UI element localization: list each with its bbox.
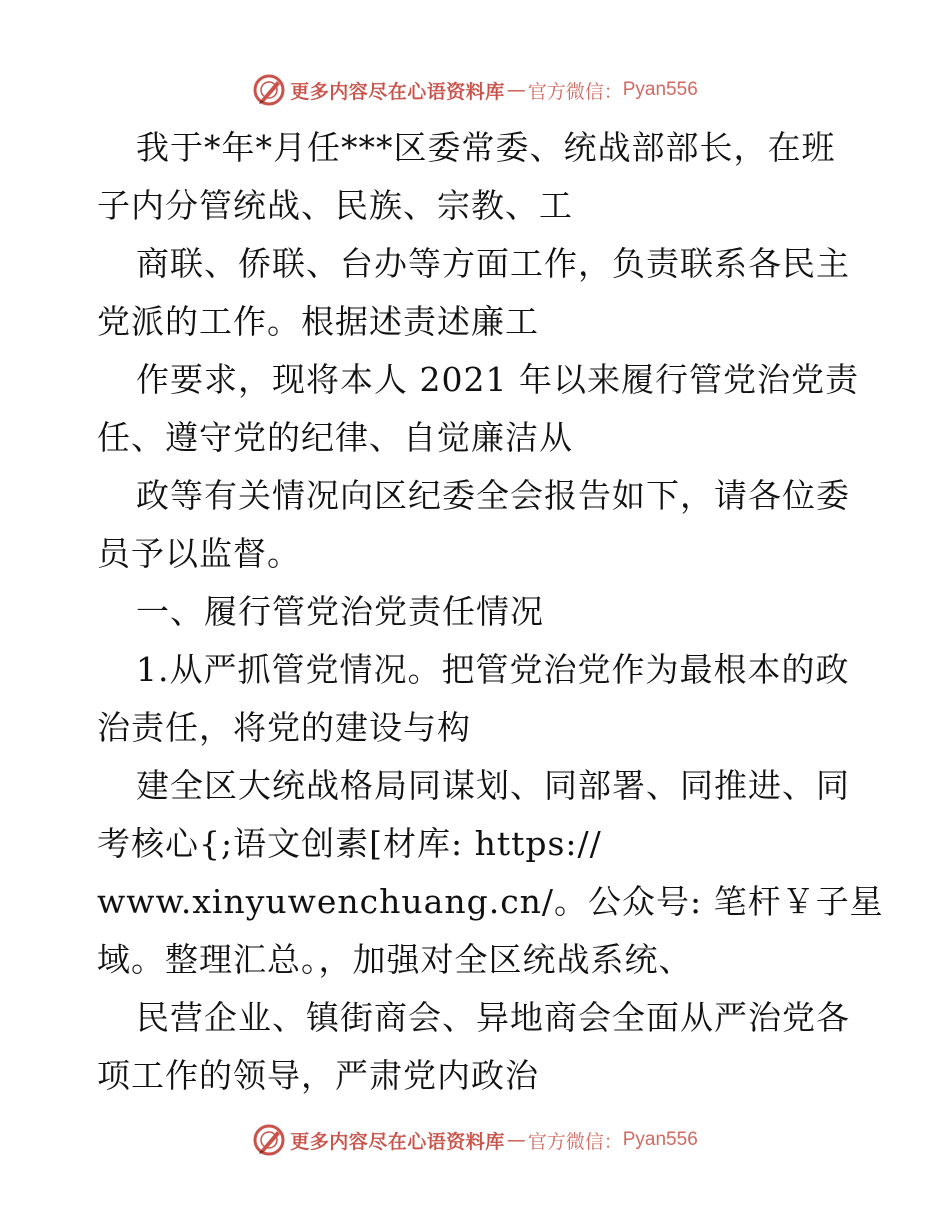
body-line: 民营企业、镇街商会、异地商会全面从严治党各 xyxy=(136,998,850,1037)
body-line: 政等有关情况向区纪委全会报告如下，请各位委 xyxy=(136,476,850,515)
body-line: 考核心{;语文创素[材库: https:// xyxy=(97,824,602,863)
banner-wechat-account: Pyan556 xyxy=(622,1129,698,1150)
body-line: 子内分管统战、民族、宗教、工 xyxy=(97,186,573,225)
banner-wechat-label: 官方微信： xyxy=(527,1130,623,1153)
pen-logo-icon xyxy=(252,1123,286,1157)
footer-banner xyxy=(0,1122,950,1158)
body-line: 任、遵守党的纪律、自觉廉洁从 xyxy=(97,418,573,457)
body-line: 作要求，现将本人 2021 年以来履行管党治党责 xyxy=(136,360,859,399)
banner-wechat-account: Pyan556 xyxy=(622,79,698,100)
body-line: 治责任，将党的建设与构 xyxy=(97,708,471,747)
banner-wechat-label: 官方微信： xyxy=(527,80,623,103)
banner-separator: — xyxy=(506,1129,526,1151)
body-line: 域。整理汇总。，加强对全区统战系统、 xyxy=(97,940,693,979)
header-banner xyxy=(0,72,950,108)
section-heading: 一、履行管党治党责任情况 xyxy=(136,592,544,631)
banner-separator: — xyxy=(506,79,526,101)
banner-brand: 更多内容尽在心语资料库 xyxy=(290,80,505,103)
body-line: www.xinyuwenchuang.cn/。公众号: 笔杆￥子星 xyxy=(97,882,884,921)
body-line: 员予以监督。 xyxy=(97,534,301,573)
banner-brand: 更多内容尽在心语资料库 xyxy=(290,1130,505,1153)
body-line: 商联、侨联、台办等方面工作，负责联系各民主 xyxy=(136,244,850,283)
body-line: 党派的工作。根据述责述廉工 xyxy=(97,302,539,341)
body-line: 1.从严抓管党情况。把管党治党作为最根本的政 xyxy=(136,650,850,689)
body-line: 我于*年*月任***区委常委、统战部部长，在班 xyxy=(136,128,836,167)
body-line: 项工作的领导，严肃党内政治 xyxy=(97,1056,539,1095)
body-line: 建全区大统战格局同谋划、同部署、同推进、同 xyxy=(136,766,850,805)
document-body xyxy=(97,119,884,1105)
pen-logo-icon xyxy=(252,73,286,107)
